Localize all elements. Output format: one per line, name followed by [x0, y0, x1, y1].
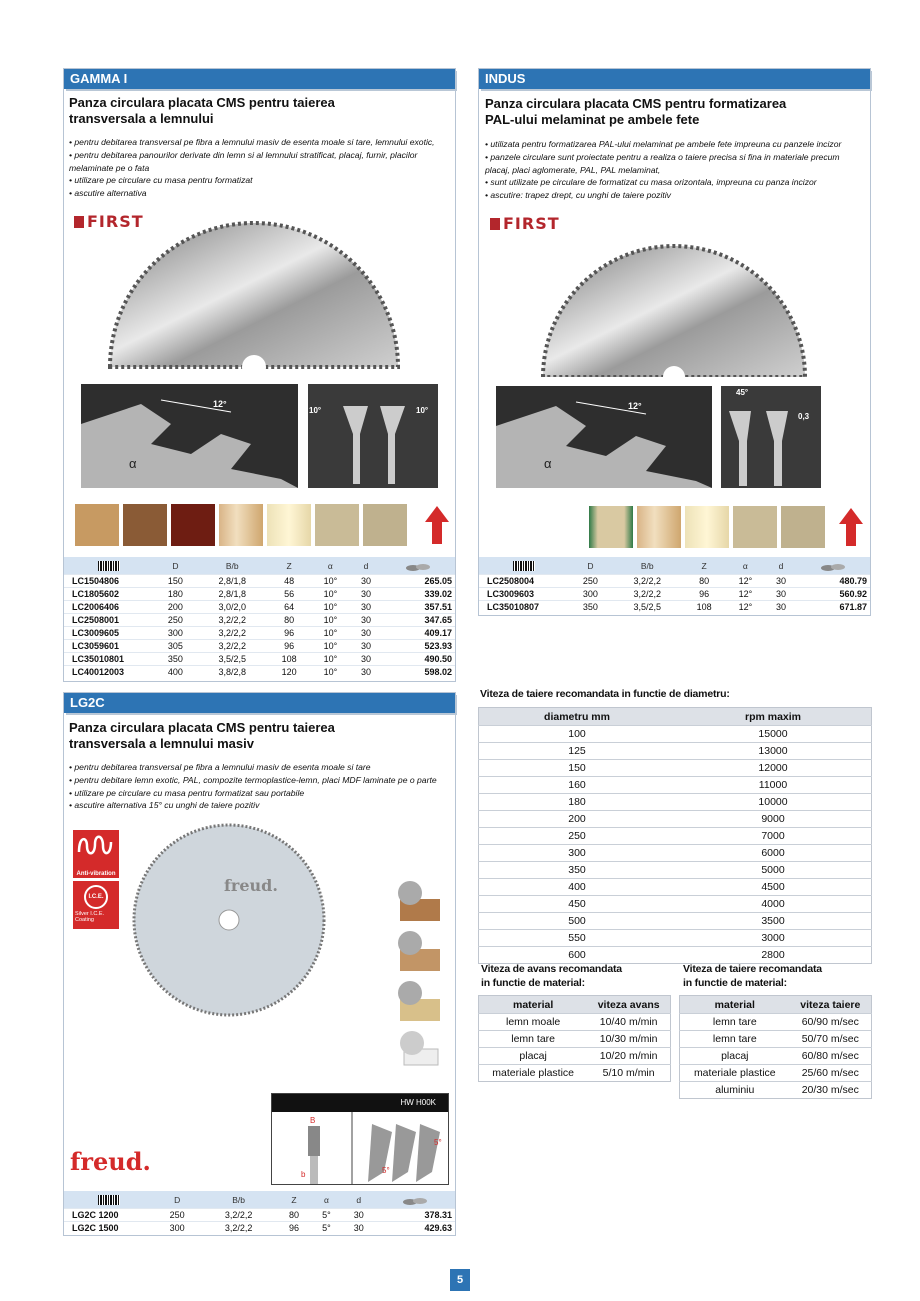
swatch-laminate — [267, 504, 311, 546]
product-spec: 30 — [350, 588, 382, 601]
table-cell: 4000 — [675, 896, 872, 913]
swatch-laminate — [685, 506, 729, 548]
product-spec: 80 — [268, 614, 311, 627]
table-cell: lemn tare — [479, 1031, 588, 1048]
product-row — [64, 588, 455, 601]
table-cell: 13000 — [675, 743, 872, 760]
product-spec: 3,0/2,0 — [197, 601, 268, 614]
product-spec: 10° — [311, 666, 351, 679]
table-cell: 10000 — [675, 794, 872, 811]
table-cell: materiale plastice — [479, 1065, 588, 1082]
diameter-speed-table: diametru mm rpm maxim 100 15000 125 13000 150 12000 160 11000 180 10000 200 9000 250 7000 300 6000 350 5000 400 4500 450 4000 500 3500 550 3000 600 2800 — [478, 707, 872, 964]
table-cell: 180 — [479, 794, 676, 811]
table-cell: 125 — [479, 743, 676, 760]
product-code: LC2006406 — [64, 601, 154, 614]
table-row — [680, 1031, 872, 1048]
table-cell: 9000 — [675, 811, 872, 828]
table-row — [680, 1014, 872, 1031]
product-spec: 30 — [350, 575, 382, 588]
product-code: LC3059601 — [64, 640, 154, 653]
product-spec: 350 — [154, 653, 197, 666]
product-spec: 250 — [154, 614, 197, 627]
product-spec: 3,2/2,2 — [612, 575, 683, 588]
table-cell: 160 — [479, 777, 676, 794]
table-cell: 100 — [479, 726, 676, 743]
product-price: 347.65 — [382, 614, 455, 627]
swatch-exotic — [171, 504, 215, 546]
product-price: 671.87 — [797, 601, 870, 614]
ice-coating-icon: I.C.E. — [84, 885, 108, 909]
table-cell: 550 — [479, 930, 676, 947]
table-cell: 500 — [479, 913, 676, 930]
coins-icon — [405, 561, 431, 571]
table-row — [479, 862, 872, 879]
table-row — [680, 1065, 872, 1082]
table-cell: 20/30 m/sec — [790, 1082, 872, 1099]
product-code: LC40012003 — [64, 666, 154, 679]
hook-diagram — [271, 1093, 449, 1185]
product-spec: 96 — [268, 640, 311, 653]
table-cell: 2800 — [675, 947, 872, 964]
table-cell: 150 — [479, 760, 676, 777]
arrow-up-icon — [839, 508, 863, 546]
speed-title: Viteza de taiere recomandata in functie de diametru: — [480, 688, 730, 700]
table-cell: 200 — [479, 811, 676, 828]
gamma-product-table — [64, 557, 455, 678]
cut-title: Viteza de taiere recomandata in functie de material: — [683, 963, 822, 989]
product-spec: 30 — [765, 575, 797, 588]
product-spec: 5° — [311, 1222, 342, 1235]
table-row — [479, 1065, 671, 1082]
product-price: 265.05 — [382, 575, 455, 588]
product-code: LC2508004 — [479, 575, 569, 588]
product-row — [64, 614, 455, 627]
product-spec: 305 — [154, 640, 197, 653]
swatch-softwood — [75, 504, 119, 546]
product-code: LC35010807 — [479, 601, 569, 614]
indus-header: INDUS — [479, 69, 870, 89]
table-row — [479, 947, 872, 964]
product-spec: 250 — [569, 575, 612, 588]
feed-title: Viteza de avans recomandata in functie de material: — [481, 963, 622, 989]
table-cell: 10/40 m/min — [587, 1014, 670, 1031]
table-cell: 300 — [479, 845, 676, 862]
tooth-angle-diagram — [81, 384, 298, 488]
indus-table-header: D B/b Z α d — [479, 557, 870, 575]
product-price: 429.63 — [376, 1222, 455, 1235]
product-spec: 300 — [154, 1222, 200, 1235]
indus-title: Panza circulara placata CMS pentru formatizarea PAL-ului melaminat pe ambele fete — [485, 96, 787, 127]
table-row — [479, 879, 872, 896]
product-spec: 2,8/1,8 — [197, 588, 268, 601]
product-code: LC2508001 — [64, 614, 154, 627]
product-spec: 2,8/1,8 — [197, 575, 268, 588]
kerf-label-b: b — [301, 1170, 306, 1179]
material-swatches — [589, 506, 825, 548]
product-row — [64, 575, 455, 588]
first-logo: FIRST — [74, 212, 144, 231]
product-row — [479, 575, 870, 588]
product-code: LC3009603 — [479, 588, 569, 601]
product-spec: 12° — [726, 575, 766, 588]
product-price: 490.50 — [382, 653, 455, 666]
product-spec: 96 — [268, 627, 311, 640]
product-code: LC1805602 — [64, 588, 154, 601]
lg2c-bullets: • pentru debitarea transversal pe fibra a lemnului masiv de esenta moale si tare • pentru debitare lemn exotic, PAL, compozite termoplastice-lemn, placi MDF laminate pe o parte • utilizare pe circulare cu masa pentru formatizat sau portabile • ascutire alternativa 15° cu unghi de taiere pozitiv — [69, 762, 437, 811]
product-spec: 30 — [350, 653, 382, 666]
product-spec: 10° — [311, 575, 351, 588]
product-spec: 300 — [569, 588, 612, 601]
swatch-chipboard — [733, 506, 777, 548]
product-spec: 30 — [350, 640, 382, 653]
gamma-table-body — [64, 575, 455, 679]
product-price: 523.93 — [382, 640, 455, 653]
gamma-panel — [63, 68, 456, 682]
hook-diagram-title-bar: HW H00K — [272, 1094, 448, 1112]
table-row — [479, 726, 872, 743]
product-code: LG2C 1200 — [64, 1209, 154, 1222]
product-row — [64, 1222, 455, 1235]
lg2c-table-header: D B/b Z α d — [64, 1191, 455, 1209]
table-cell: 5/10 m/min — [587, 1065, 670, 1082]
product-spec: 108 — [683, 601, 726, 614]
product-spec: 30 — [350, 614, 382, 627]
product-row — [64, 640, 455, 653]
feed-speed-table: material viteza avans lemn moale 10/40 m/min lemn tare 10/30 m/min placaj 10/20 m/min materiale plastice 5/10 m/min — [478, 995, 671, 1082]
coins-icon — [820, 561, 846, 571]
table-row — [479, 828, 872, 845]
lg2c-product-table — [64, 1191, 455, 1234]
table-cell: 11000 — [675, 777, 872, 794]
angle-label-10-right: 10° — [416, 406, 429, 415]
table-cell: 3500 — [675, 913, 872, 930]
table-cell: 10/20 m/min — [587, 1048, 670, 1065]
saw-blade-image — [539, 227, 809, 377]
angle-label-12: 12° — [628, 401, 642, 411]
hook-angle-label: 5° — [382, 1166, 390, 1175]
table-cell: 5000 — [675, 862, 872, 879]
product-spec: 12° — [726, 601, 766, 614]
product-row — [64, 666, 455, 679]
material-swatches — [75, 504, 407, 546]
product-spec: 30 — [350, 601, 382, 614]
tooth-angle-diagram — [496, 386, 712, 488]
table-cell: 350 — [479, 862, 676, 879]
product-spec: 108 — [268, 653, 311, 666]
coins-icon — [402, 1195, 428, 1205]
table-row — [479, 896, 872, 913]
product-spec: 3,2/2,2 — [200, 1222, 277, 1235]
gamma-bullets: • pentru debitarea transversal pe fibra a lemnului masiv de esenta moale si tare, lemnului exotic, • pentru debitarea panourilor derivate din lemn si al lemnului stratificat, placaj, furnir, placilor melaminate pe o fata • utilizare pe circulare cu masa pentru formatizat • ascutire alternativa — [69, 137, 435, 199]
product-price: 378.31 — [376, 1209, 455, 1222]
product-spec: 180 — [154, 588, 197, 601]
product-row — [479, 601, 870, 614]
first-logo: FIRST — [490, 214, 560, 233]
product-row — [64, 601, 455, 614]
table-row — [479, 1031, 671, 1048]
barcode-icon — [513, 561, 535, 571]
product-spec: 30 — [342, 1222, 376, 1235]
gamma-title: Panza circulara placata CMS pentru taierea transversala a lemnului — [69, 95, 335, 126]
table-cell: 250 — [479, 828, 676, 845]
gamma-table-header: D B/b Z α d — [64, 557, 455, 575]
product-spec: 3,5/2,5 — [612, 601, 683, 614]
speed-table-body — [479, 726, 872, 964]
table-cell: 10/30 m/min — [587, 1031, 670, 1048]
product-spec: 3,2/2,2 — [197, 640, 268, 653]
product-spec: 3,8/2,8 — [197, 666, 268, 679]
product-spec: 10° — [311, 640, 351, 653]
product-spec: 12° — [726, 588, 766, 601]
barcode-icon — [98, 1195, 120, 1205]
swatch-hardwood — [123, 504, 167, 546]
product-spec: 10° — [311, 588, 351, 601]
product-price: 560.92 — [797, 588, 870, 601]
table-row — [479, 1048, 671, 1065]
table-row — [479, 930, 872, 947]
product-spec: 5° — [311, 1209, 342, 1222]
table-cell: 15000 — [675, 726, 872, 743]
table-row — [479, 845, 872, 862]
table-cell: placaj — [680, 1048, 790, 1065]
table-cell: 4500 — [675, 879, 872, 896]
product-spec: 30 — [350, 666, 382, 679]
angle-label-alpha: α — [544, 456, 552, 471]
product-row — [479, 588, 870, 601]
ice-coating-badge: I.C.E. Silver I.C.E. Coating — [73, 881, 119, 929]
table-row — [479, 1014, 671, 1031]
lg2c-header: LG2C — [64, 693, 455, 713]
product-spec: 120 — [268, 666, 311, 679]
indus-product-table — [479, 557, 870, 613]
table-cell: lemn tare — [680, 1014, 790, 1031]
product-spec: 56 — [268, 588, 311, 601]
material-icons — [394, 879, 442, 1074]
barcode-icon — [98, 561, 120, 571]
angle-label-12: 12° — [213, 399, 227, 409]
table-row — [479, 777, 872, 794]
table-cell: 7000 — [675, 828, 872, 845]
angle-label-alpha: α — [129, 456, 137, 471]
product-spec: 30 — [765, 601, 797, 614]
product-spec: 80 — [277, 1209, 311, 1222]
swatch-plywood — [219, 504, 263, 546]
clearance-angle-label: 5° — [434, 1138, 442, 1147]
product-spec: 10° — [311, 627, 351, 640]
product-spec: 300 — [154, 627, 197, 640]
product-code: LC1504806 — [64, 575, 154, 588]
product-spec: 3,2/2,2 — [200, 1209, 277, 1222]
lg2c-title: Panza circulara placata CMS pentru taierea transversala a lemnului masiv — [69, 720, 335, 751]
cut-table-body — [680, 1014, 872, 1099]
product-code: LC3009605 — [64, 627, 154, 640]
table-cell: lemn tare — [680, 1031, 790, 1048]
feed-table-body — [479, 1014, 671, 1082]
table-row — [479, 743, 872, 760]
cut-speed-table: material viteza taiere lemn tare 60/90 m/sec lemn tare 50/70 m/sec placaj 60/80 m/sec materiale plastice 25/60 m/sec aluminiu 20/30 m/sec — [679, 995, 872, 1099]
swatch-mdf — [781, 506, 825, 548]
table-row — [680, 1048, 872, 1065]
gamma-header: GAMMA I — [64, 69, 455, 89]
angle-label-45: 45° — [736, 388, 749, 397]
product-spec: 10° — [311, 653, 351, 666]
product-spec: 96 — [683, 588, 726, 601]
table-cell: 3000 — [675, 930, 872, 947]
anti-vibration-badge: Anti-vibration — [73, 830, 119, 878]
product-row — [64, 1209, 455, 1222]
table-cell: 6000 — [675, 845, 872, 862]
product-spec: 3,2/2,2 — [612, 588, 683, 601]
table-cell: 60/80 m/sec — [790, 1048, 872, 1065]
product-spec: 10° — [311, 614, 351, 627]
table-row — [479, 811, 872, 828]
page-number: 5 — [450, 1269, 470, 1291]
product-price: 598.02 — [382, 666, 455, 679]
product-spec: 150 — [154, 575, 197, 588]
table-row — [479, 760, 872, 777]
product-spec: 400 — [154, 666, 197, 679]
product-spec: 30 — [765, 588, 797, 601]
table-cell: 450 — [479, 896, 676, 913]
swatch-melamine-green — [589, 506, 633, 548]
table-cell: 50/70 m/sec — [790, 1031, 872, 1048]
product-row — [64, 653, 455, 666]
tooth-profile-diagram — [721, 386, 821, 488]
product-price: 339.02 — [382, 588, 455, 601]
saw-blade-image — [104, 209, 404, 369]
product-spec: 30 — [342, 1209, 376, 1222]
table-cell: 400 — [479, 879, 676, 896]
product-price: 357.51 — [382, 601, 455, 614]
product-spec: 64 — [268, 601, 311, 614]
gap-label-0-3: 0,3 — [798, 412, 810, 421]
product-spec: 30 — [350, 627, 382, 640]
table-row — [680, 1082, 872, 1099]
table-cell: materiale plastice — [680, 1065, 790, 1082]
table-cell: aluminiu — [680, 1082, 790, 1099]
freud-logo: freud. — [70, 1147, 151, 1176]
freud-saw-blade-image — [132, 823, 326, 1017]
swatch-mdf — [363, 504, 407, 546]
product-price: 480.79 — [797, 575, 870, 588]
blade-brand-text: freud. — [224, 876, 278, 895]
arrow-up-icon — [425, 506, 449, 544]
table-cell: 12000 — [675, 760, 872, 777]
product-spec: 48 — [268, 575, 311, 588]
lg2c-table-body — [64, 1209, 455, 1235]
table-cell: 600 — [479, 947, 676, 964]
indus-panel — [478, 68, 871, 616]
table-cell: lemn moale — [479, 1014, 588, 1031]
table-row — [479, 913, 872, 930]
kerf-label-B: B — [310, 1116, 316, 1125]
table-cell: 25/60 m/sec — [790, 1065, 872, 1082]
product-code: LC35010801 — [64, 653, 154, 666]
product-spec: 3,2/2,2 — [197, 627, 268, 640]
product-spec: 96 — [277, 1222, 311, 1235]
lg2c-panel — [63, 692, 456, 1236]
indus-table-body — [479, 575, 870, 614]
swatch-chipboard — [315, 504, 359, 546]
product-spec: 80 — [683, 575, 726, 588]
product-spec: 3,5/2,5 — [197, 653, 268, 666]
swatch-plywood — [637, 506, 681, 548]
table-row — [479, 794, 872, 811]
tooth-profile-diagram — [308, 384, 438, 488]
product-spec: 3,2/2,2 — [197, 614, 268, 627]
product-spec: 250 — [154, 1209, 200, 1222]
product-code: LG2C 1500 — [64, 1222, 154, 1235]
table-cell: 60/90 m/sec — [790, 1014, 872, 1031]
anti-vibration-icon — [73, 830, 119, 860]
table-cell: placaj — [479, 1048, 588, 1065]
product-price: 409.17 — [382, 627, 455, 640]
indus-bullets: • utilizata pentru formatizarea PAL-ului melaminat pe ambele fete impreuna cu panzele incizor • panzele circulare sunt proiectate pentru a realiza o taiere precisa si fina in materiale precum placaj, placi aglomerate, PAL, PAL melaminat, • sunt utilizate pe circulare de formatizat cu masa orizontala, impreuna cu panza incizor • ascutire: trapez drept, cu unghi de taiere pozitiv — [485, 139, 842, 201]
angle-label-10-left: 10° — [309, 406, 322, 415]
product-spec: 350 — [569, 601, 612, 614]
product-row — [64, 627, 455, 640]
product-spec: 200 — [154, 601, 197, 614]
product-spec: 10° — [311, 601, 351, 614]
